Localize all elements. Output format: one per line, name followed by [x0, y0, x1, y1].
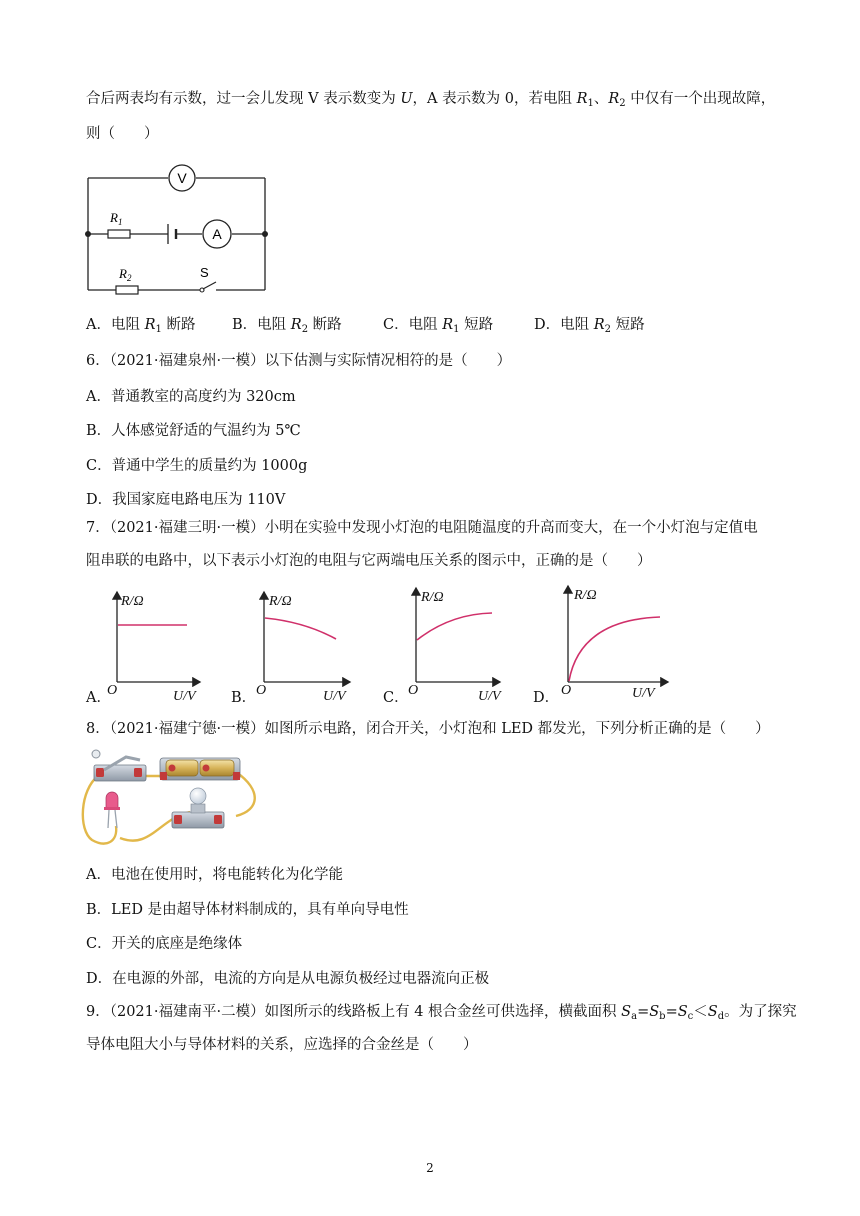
led-leg [115, 810, 117, 828]
bulb-icon [190, 788, 206, 804]
y-axis-label: R/Ω [574, 588, 597, 603]
y-axis-label: R/Ω [269, 594, 292, 609]
q6-option-d: D．我国家庭电路电压为 110V [86, 492, 286, 508]
q9-stem-line2: 导体电阻大小与导体材料的关系，应选择的合金丝是（ ） [86, 1037, 478, 1053]
q5-option-a: A．电阻 $R_1$ 断路 [86, 317, 196, 335]
q8-stem: 8．（2021·福建宁德·一模）如图所示电路，闭合开关，小灯泡和 LED 都发光，下列分析正确的是（ ） [86, 721, 770, 737]
q6-stem: 6．（2021·福建泉州·一模）以下估测与实际情况相符的是（ ） [86, 353, 512, 369]
q7-graph-d-letter: D． [533, 690, 560, 706]
switch-label: S [200, 265, 209, 280]
voltmeter-label: V [177, 170, 187, 186]
q5-text: 合后两表均有示数，过一会儿发现 V 表示数变为 [86, 91, 401, 107]
y-axis-label: R/Ω [421, 590, 444, 605]
page-number: 2 [426, 1161, 434, 1175]
switch-terminal-icon [134, 768, 142, 777]
x-axis-label: U/V [478, 689, 501, 704]
r2-label: $R_2$ [119, 266, 132, 283]
q5-option-c: C．电阻 $R_1$ 短路 [383, 317, 494, 335]
q8-option-a: A．电池在使用时，将电能转化为化学能 [86, 867, 343, 883]
q7-graph-a-letter: A． [86, 690, 111, 706]
q6-option-a: A．普通教室的高度约为 320cm [86, 389, 296, 405]
r1-label: $R_1$ [110, 210, 123, 227]
bulb-terminal-icon [174, 815, 182, 824]
battery-plus-icon [203, 765, 210, 772]
q8-option-d: D．在电源的外部，电流的方向是从电源负极经过电器流向正极 [86, 971, 490, 987]
q7-stem-line1: 7．（2021·福建三明·一模）小明在实验中发现小灯泡的电阻随温度的升高而变大，在一个小灯泡与定值电 [86, 520, 758, 536]
q5-option-b: B．电阻 $R_2$ 断路 [232, 317, 342, 335]
x-axis-label: U/V [632, 686, 655, 701]
q5-sub: 2 [619, 98, 626, 109]
switch-terminal-icon [96, 768, 104, 777]
q7-graph-b-letter: B． [231, 690, 257, 706]
x-axis-label: U/V [173, 689, 196, 704]
q5-var-r: R [608, 91, 620, 107]
q8-option-c: C．开关的底座是绝缘体 [86, 936, 243, 952]
switch-handle-icon [92, 750, 100, 758]
q6-option-c: C．普通中学生的质量约为 1000g [86, 458, 308, 474]
led-rim [104, 807, 120, 810]
y-axis-label: R/Ω [121, 594, 144, 609]
bulb-terminal-icon [214, 815, 222, 824]
q5-text: 中仅有一个出现故障， [625, 91, 776, 107]
led-leg [108, 810, 109, 828]
q5-text: 、 [593, 91, 609, 107]
q5-var-u: U [400, 91, 413, 107]
ammeter-label: A [212, 226, 222, 242]
led-icon [106, 792, 118, 808]
bulb-socket-icon [191, 804, 205, 813]
q6-option-b: B．人体感觉舒适的气温约为 5℃ [86, 423, 301, 439]
q9-stem-line1: 9．（2021·福建南平·二模）如图所示的线路板上有 4 根合金丝可供选择，横截面积 $S_a=S_b=S_c<S_d$。为了探究 [86, 1004, 797, 1022]
x-axis-label: U/V [323, 689, 346, 704]
q5-text: ，A 表示数为 0，若电阻 [412, 91, 577, 107]
q5-sub: 1 [587, 98, 594, 109]
q7-graph-c-letter: C． [383, 690, 409, 706]
origin-label: O [561, 683, 572, 698]
battery-terminal-icon [160, 772, 167, 780]
q5-option-d: D．电阻 $R_2$ 短路 [534, 317, 645, 335]
battery-terminal-icon [233, 772, 240, 780]
battery-plus-icon [169, 765, 176, 772]
q5-var-r: R [576, 91, 588, 107]
q8-option-b: B．LED 是由超导体材料制成的，具有单向导电性 [86, 902, 409, 918]
origin-label: O [408, 683, 419, 698]
origin-label: O [256, 683, 267, 698]
origin-label: O [107, 683, 118, 698]
q5-stem-line2: 则（ ） [86, 126, 159, 142]
q7-stem-line2: 阻串联的电路中，以下表示小灯泡的电阻与它两端电压关系的图示中，正确的是（ ） [86, 553, 652, 569]
